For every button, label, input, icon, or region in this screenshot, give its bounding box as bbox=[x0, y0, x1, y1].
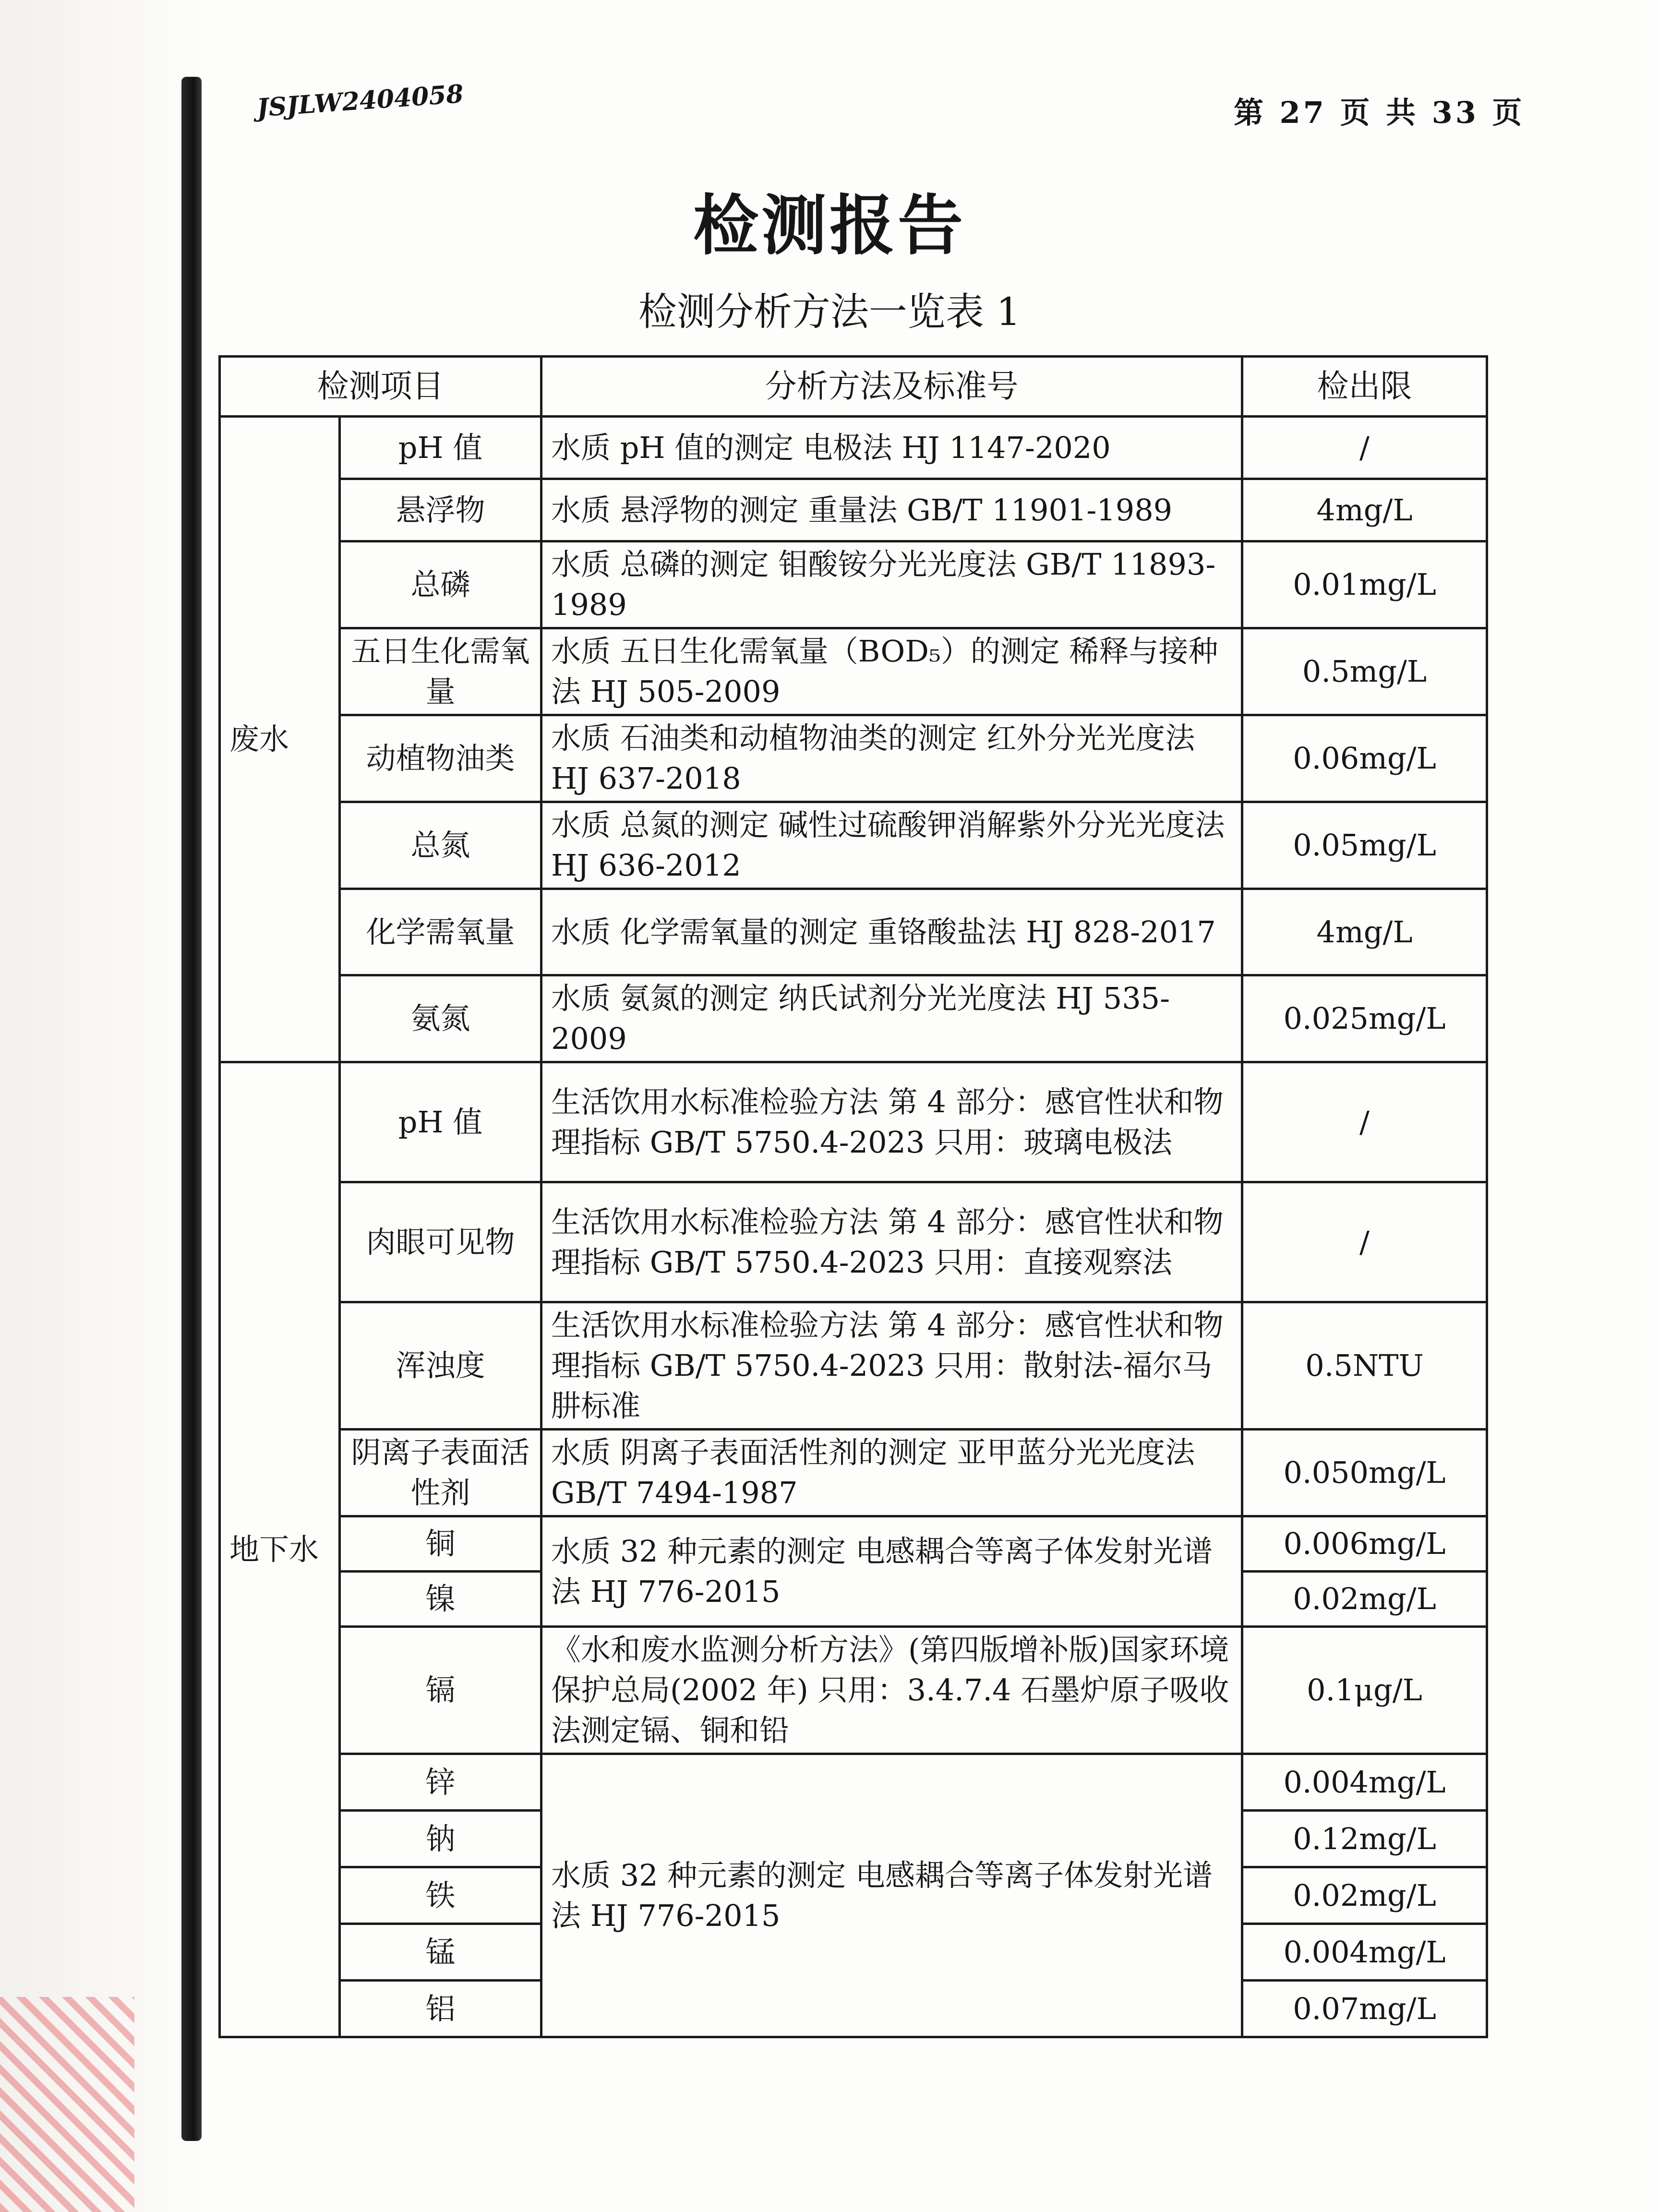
limit-value: / bbox=[1242, 1182, 1487, 1302]
item-name: pH 值 bbox=[340, 1062, 541, 1182]
limit-value: / bbox=[1242, 1062, 1487, 1182]
method-text: 《水和废水监测分析方法》(第四版增补版)国家环境保护总局(2002 年) 只用：3.4.7.4 石墨炉原子吸收法测定镉、铜和铅 bbox=[541, 1627, 1242, 1754]
table-row bbox=[220, 1754, 1487, 1811]
method-text: 水质 pH 值的测定 电极法 HJ 1147-2020 bbox=[541, 417, 1242, 479]
limit-value: 0.05mg/L bbox=[1242, 802, 1487, 889]
table-subtitle: 检测分析方法一览表 1 bbox=[638, 289, 1021, 334]
header-limit: 检出限 bbox=[1242, 357, 1487, 417]
limit-value: 0.01mg/L bbox=[1242, 541, 1487, 628]
limit-value: 0.07mg/L bbox=[1242, 1981, 1487, 2037]
limit-value: 0.004mg/L bbox=[1242, 1924, 1487, 1981]
item-name: 铁 bbox=[340, 1867, 541, 1924]
item-name: 阴离子表面活性剂 bbox=[340, 1430, 541, 1516]
method-text: 水质 总氮的测定 碱性过硫酸钾消解紫外分光光度法 HJ 636-2012 bbox=[541, 802, 1242, 889]
category-groundwater: 地下水 bbox=[220, 1062, 340, 2037]
limit-value: 0.12mg/L bbox=[1242, 1811, 1487, 1867]
method-text: 水质 石油类和动植物油类的测定 红外分光光度法 HJ 637-2018 bbox=[541, 715, 1242, 802]
item-name: 锰 bbox=[340, 1924, 541, 1981]
item-name: 镍 bbox=[340, 1572, 541, 1627]
limit-value: 0.025mg/L bbox=[1242, 975, 1487, 1062]
item-name: pH 值 bbox=[340, 417, 541, 479]
item-name: 锌 bbox=[340, 1754, 541, 1811]
page-number: 第 27 页 共 33 页 bbox=[1234, 95, 1525, 130]
table-row bbox=[220, 1430, 1487, 1516]
table-row bbox=[220, 417, 1487, 479]
item-name: 钠 bbox=[340, 1811, 541, 1867]
header-item: 检测项目 bbox=[220, 357, 541, 417]
table-row bbox=[220, 628, 1487, 715]
table-row bbox=[220, 1302, 1487, 1430]
table-row bbox=[220, 479, 1487, 541]
table-row bbox=[220, 1182, 1487, 1302]
item-name: 化学需氧量 bbox=[340, 889, 541, 975]
table-row bbox=[220, 975, 1487, 1062]
table-header-row bbox=[220, 357, 1487, 417]
method-text: 水质 化学需氧量的测定 重铬酸盐法 HJ 828-2017 bbox=[541, 889, 1242, 975]
limit-value: / bbox=[1242, 417, 1487, 479]
method-text: 生活饮用水标准检验方法 第 4 部分：感官性状和物理指标 GB/T 5750.4-2023 只用：散射法-福尔马肼标准 bbox=[541, 1302, 1242, 1430]
method-text: 生活饮用水标准检验方法 第 4 部分：感官性状和物理指标 GB/T 5750.4-2023 只用：玻璃电极法 bbox=[541, 1062, 1242, 1182]
item-name: 总磷 bbox=[340, 541, 541, 628]
limit-value: 0.050mg/L bbox=[1242, 1430, 1487, 1516]
category-wastewater: 废水 bbox=[220, 417, 340, 1062]
limit-value: 4mg/L bbox=[1242, 889, 1487, 975]
limit-value: 0.02mg/L bbox=[1242, 1572, 1487, 1627]
item-name: 动植物油类 bbox=[340, 715, 541, 802]
method-text: 水质 氨氮的测定 纳氏试剂分光光度法 HJ 535-2009 bbox=[541, 975, 1242, 1062]
report-title: 检测报告 bbox=[693, 188, 966, 264]
method-text: 水质 32 种元素的测定 电感耦合等离子体发射光谱法 HJ 776-2015 bbox=[541, 1754, 1242, 2037]
method-text: 水质 悬浮物的测定 重量法 GB/T 11901-1989 bbox=[541, 479, 1242, 541]
item-name: 铝 bbox=[340, 1981, 541, 2037]
table-row bbox=[220, 802, 1487, 889]
table-row bbox=[220, 541, 1487, 628]
document-code: JSJLW2404058 bbox=[255, 79, 465, 123]
limit-value: 0.006mg/L bbox=[1242, 1516, 1487, 1572]
limit-value: 0.004mg/L bbox=[1242, 1754, 1487, 1811]
limit-value: 0.5mg/L bbox=[1242, 628, 1487, 715]
method-text: 水质 32 种元素的测定 电感耦合等离子体发射光谱法 HJ 776-2015 bbox=[541, 1516, 1242, 1627]
item-name: 浑浊度 bbox=[340, 1302, 541, 1430]
method-text: 水质 五日生化需氧量（BOD₅）的测定 稀释与接种法 HJ 505-2009 bbox=[541, 628, 1242, 715]
table-row bbox=[220, 889, 1487, 975]
table-row bbox=[220, 1627, 1487, 1754]
limit-value: 0.5NTU bbox=[1242, 1302, 1487, 1430]
item-name: 总氮 bbox=[340, 802, 541, 889]
item-name: 氨氮 bbox=[340, 975, 541, 1062]
limit-value: 0.1μg/L bbox=[1242, 1627, 1487, 1754]
item-name: 铜 bbox=[340, 1516, 541, 1572]
method-text: 水质 阴离子表面活性剂的测定 亚甲蓝分光光度法 GB/T 7494-1987 bbox=[541, 1430, 1242, 1516]
binding-edge bbox=[181, 77, 202, 2141]
item-name: 肉眼可见物 bbox=[340, 1182, 541, 1302]
item-name: 五日生化需氧量 bbox=[340, 628, 541, 715]
item-name: 镉 bbox=[340, 1627, 541, 1754]
methods-table bbox=[218, 355, 1488, 2038]
table-row bbox=[220, 1516, 1487, 1572]
table-row bbox=[220, 1062, 1487, 1182]
limit-value: 4mg/L bbox=[1242, 479, 1487, 541]
red-stamp-mark bbox=[0, 1997, 134, 2212]
item-name: 悬浮物 bbox=[340, 479, 541, 541]
limit-value: 0.06mg/L bbox=[1242, 715, 1487, 802]
method-text: 水质 总磷的测定 钼酸铵分光光度法 GB/T 11893-1989 bbox=[541, 541, 1242, 628]
limit-value: 0.02mg/L bbox=[1242, 1867, 1487, 1924]
header-method: 分析方法及标准号 bbox=[541, 357, 1242, 417]
table-row bbox=[220, 715, 1487, 802]
method-text: 生活饮用水标准检验方法 第 4 部分：感官性状和物理指标 GB/T 5750.4-2023 只用：直接观察法 bbox=[541, 1182, 1242, 1302]
